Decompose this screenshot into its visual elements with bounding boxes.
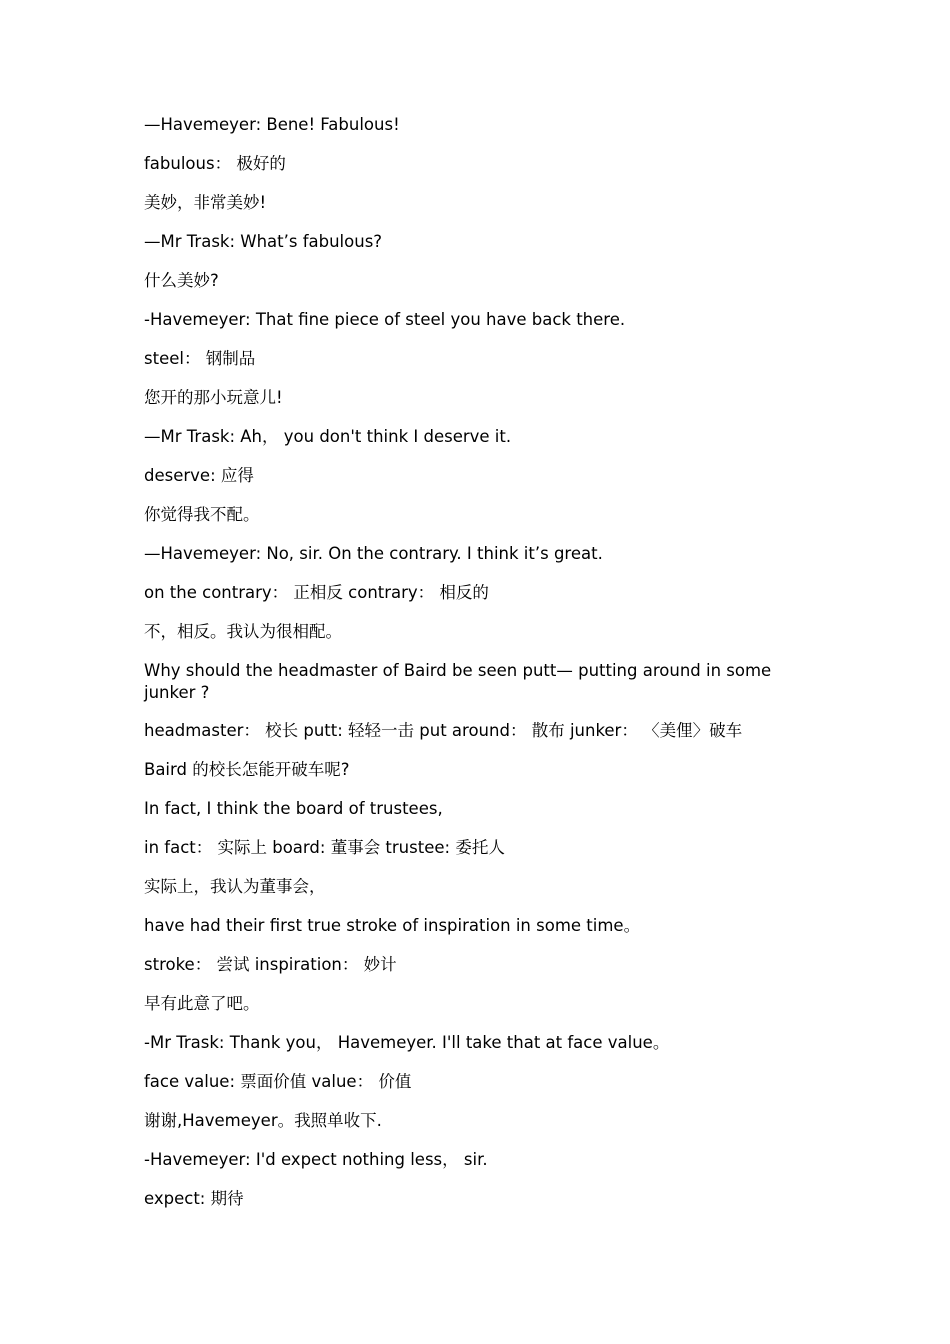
translation-line: 美妙，非常美妙! (144, 193, 267, 212)
vocab-note: steel： 钢制品 (144, 349, 256, 368)
dialogue-line: -Havemeyer: That fine piece of steel you have back there. (144, 310, 626, 329)
translation-line: Baird 的校长怎能开破车呢? (144, 760, 350, 779)
translation-line: 谢谢,Havemeyer。我照单收下. (144, 1111, 382, 1130)
vocab-note: expect: 期待 (144, 1189, 244, 1208)
dialogue-line: have had their first true stroke of inspiration in some time。 (144, 916, 641, 935)
vocab-note: stroke： 尝试 inspiration： 妙计 (144, 955, 397, 974)
dialogue-line: —Havemeyer: Bene! Fabulous! (144, 115, 400, 134)
document-page (144, 114, 794, 1227)
dialogue-line: Why should the headmaster of Baird be seen putt— putting around in some junker ? (144, 661, 777, 702)
dialogue-line: -Havemeyer: I'd expect nothing less， sir. (144, 1150, 488, 1169)
vocab-note: fabulous： 极好的 (144, 154, 286, 173)
dialogue-line: In fact, I think the board of trustees, (144, 799, 443, 818)
translation-line: 实际上，我认为董事会， (144, 877, 326, 896)
vocab-note: on the contrary： 正相反 contrary： 相反的 (144, 583, 489, 602)
translation-line: 早有此意了吧。 (144, 994, 260, 1013)
dialogue-line: —Mr Trask: What’s fabulous? (144, 232, 383, 251)
translation-line: 你觉得我不配。 (144, 505, 260, 524)
vocab-note: deserve: 应得 (144, 466, 254, 485)
vocab-note: headmaster： 校长 putt: 轻轻一击 put around： 散布 junker： 〈美俚〉破车 (144, 721, 743, 740)
translation-line: 什么美妙? (144, 271, 219, 290)
vocab-note: face value: 票面价值 value： 价值 (144, 1072, 412, 1091)
dialogue-line: —Mr Trask: Ah， you don't think I deserve it. (144, 427, 512, 446)
dialogue-line: —Havemeyer: No, sir. On the contrary. I think it’s great. (144, 544, 603, 563)
translation-line: 您开的那小玩意儿! (144, 388, 283, 407)
dialogue-line: -Mr Trask: Thank you， Havemeyer. I'll take that at face value。 (144, 1033, 670, 1052)
vocab-note: in fact： 实际上 board: 董事会 trustee: 委托人 (144, 838, 505, 857)
translation-line: 不，相反。我认为很相配。 (144, 622, 342, 641)
